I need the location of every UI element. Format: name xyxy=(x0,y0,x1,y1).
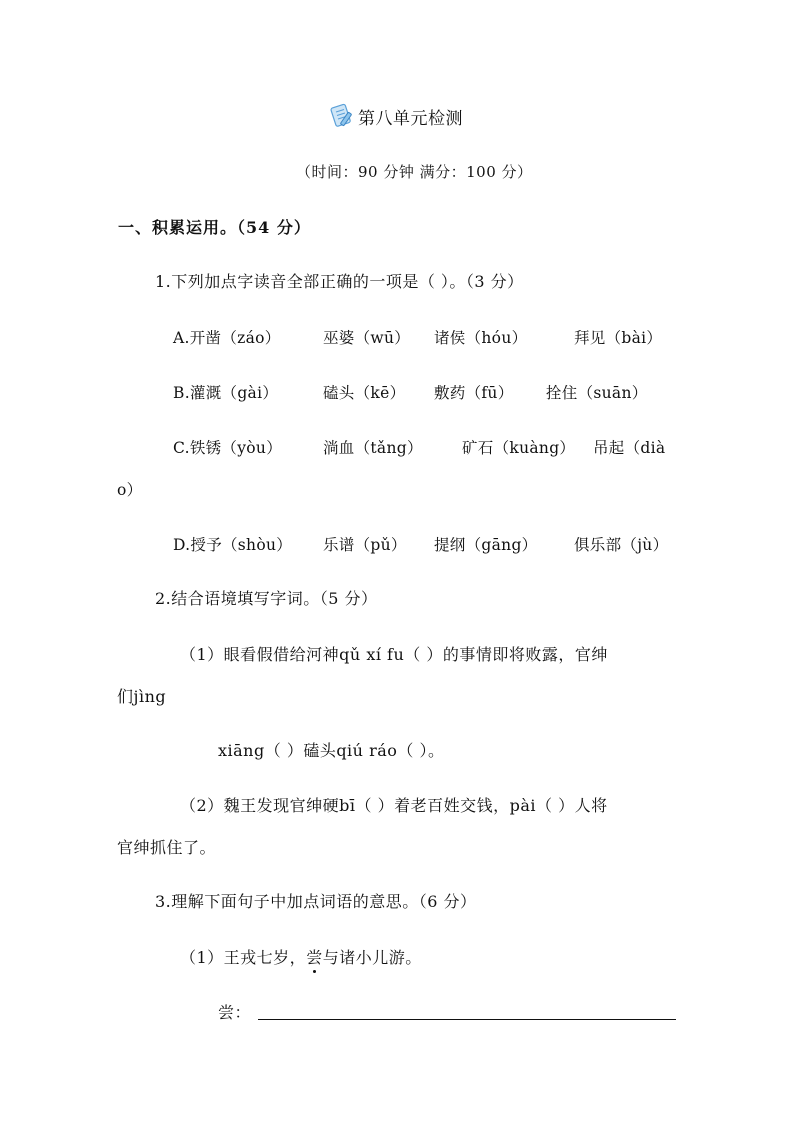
q2-item-1-line-1: （1）眼看假借给河神qǔ xí fu（ ）的事情即将败露，官绅 xyxy=(180,645,608,664)
q2-item-1-line-3: xiāng（ ）磕头qiú ráo（ ）。 xyxy=(218,741,445,760)
q3-item-1-dotted: 尝 xyxy=(306,948,323,967)
q1-option-d-2: 乐谱（pǔ） xyxy=(323,536,407,554)
q1-stem-dotted-2: 正确 xyxy=(319,272,353,291)
q3-answer-label: 尝： xyxy=(218,1003,252,1022)
q2-item-2-line-1: （2）魏王发现官绅硬bī（ ）着老百姓交钱，pài（ ）人将 xyxy=(180,796,608,815)
q3-item-1-prefix: （1）王戎七岁， xyxy=(180,948,307,967)
q1-stem-prefix: 1.下列 xyxy=(155,272,205,291)
q1-option-b-4: 拴住（suān） xyxy=(546,384,648,402)
q1-option-a-2: 巫婆（wū） xyxy=(323,329,411,347)
page-title: 第八单元检测 xyxy=(358,108,463,129)
q1-option-b-2: 磕头（kē） xyxy=(323,384,406,402)
q3-item-1-suffix: 与诸小儿游。 xyxy=(322,948,422,967)
q1-option-a-1: A.开凿（záo） xyxy=(173,329,281,347)
q1-option-c-3: 矿石（kuàng） xyxy=(462,439,576,457)
q1-option-a-4: 拜见（bài） xyxy=(574,329,663,347)
q1-option-b-3: 敷药（fū） xyxy=(434,384,514,402)
section-heading: 一、积累运用。（54 分） xyxy=(118,218,311,237)
q1-option-c-1: C.铁锈（yòu） xyxy=(173,439,283,457)
q1-option-d-4: 俱乐部（jù） xyxy=(574,536,669,554)
q2-item-1-line-2: 们jìng xyxy=(117,687,167,706)
q1-option-a-3: 诸侯（hóu） xyxy=(434,329,528,347)
notebook-pencil-icon xyxy=(330,103,354,129)
q1-option-c-wrap: o） xyxy=(117,481,143,499)
q1-option-b-1: B.灌溉（gài） xyxy=(173,384,279,402)
q2-item-2-line-2: 官绅抓住了。 xyxy=(117,838,217,857)
q3-item-1 xyxy=(180,948,422,968)
q1-option-c-2: 淌血（tǎng） xyxy=(323,439,423,457)
question-2-stem: 2.结合语境填写字词。（5 分） xyxy=(155,589,378,608)
q1-stem-dotted: 加点字 xyxy=(204,272,254,291)
q1-option-c-4: 吊起（dià xyxy=(593,439,666,457)
q1-option-d-3: 提纲（gāng） xyxy=(434,536,538,554)
q1-stem-mid: 读音全部 xyxy=(253,272,320,291)
question-1-stem xyxy=(155,272,524,292)
question-3-stem: 3.理解下面句子中加点词语的意思。（6 分） xyxy=(155,892,477,911)
q1-stem-suffix: 的一项是（ ）。（3 分） xyxy=(352,272,524,291)
title-block xyxy=(330,103,463,129)
exam-subtitle: （时间：90 分钟 满分：100 分） xyxy=(296,163,533,181)
q3-answer-line[interactable] xyxy=(258,1019,676,1020)
q1-option-d-1: D.授予（shòu） xyxy=(173,536,293,554)
